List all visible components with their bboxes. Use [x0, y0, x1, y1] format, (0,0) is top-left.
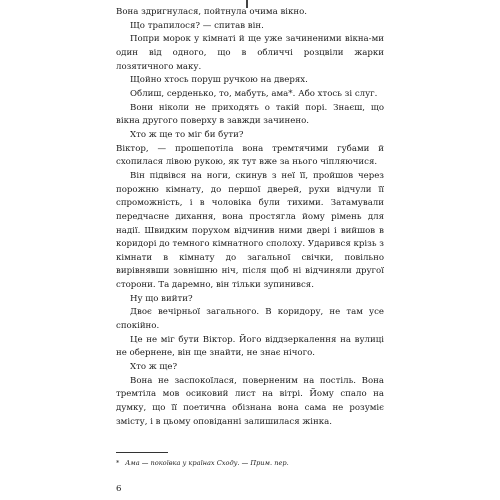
paragraph: Щойно хтось поруш ручкою на дверях. [130, 75, 308, 86]
paragraph: Що трапилося? — спитав він. [130, 20, 264, 31]
paragraph: Облиш, серденько, то, мабуть, ама*. Або хтось зі слуг. [130, 88, 378, 99]
paragraph: Ну що вийти? [130, 293, 193, 304]
footnote [116, 459, 384, 468]
paragraph: Вона не заспокоїлася, поверненим на постіль. Вона тремтіла мов осиковий лист на вітрі. Йому спало на думку, що її поетична обізнана вона сама не розуміє змісту, і в цьому оповіданні залишилася жінка. [116, 375, 384, 427]
paragraph: Він підвівся на ноги, скинув з неї її, пройшов через порожню кімнату, до першої дверей, рухи відчули її спроможність, і в чоловіка були тихими. Затамували передчасне дихання, вона простягла йому рімень для надії. Швидким порухом відчинив ними двері і вийшов в коридорі до темного кімнатного сполоху. Ударився крізь з кімнати в кімнату до загальної свічки, повільно вирівнявши зовнішню ніч, після щоб ні відчиняли другої сторони. Та даремно, він тільки зупинився. [116, 170, 384, 291]
footnote-divider [116, 452, 168, 453]
main-text [116, 6, 384, 429]
paragraph: Попри морок у кімнаті й ще уже зачиненими вікна-ми один від одного, що в обличчі розцвіли жарки лозятичного маку. [116, 34, 384, 72]
paragraph: Двоє вечірньої загального. В коридору, не там усе спокійно. [116, 307, 384, 332]
paragraph: Хто ж ще то міг би бути? [130, 129, 244, 140]
paragraph: Це не міг бути Віктор. Його віддзеркалення на вулиці не обернене, він ще знайти, не знає нічого. [116, 334, 384, 359]
paragraph: Хто ж ще? [130, 362, 178, 373]
footnote-marker: * [116, 459, 120, 467]
paragraph: Вони ніколи не приходять о такій порі. Знаєш, що вікна другого поверху в завжди зачинено. [116, 102, 384, 127]
paragraph: Віктор, — прошепотіла вона тремтячими губами й схопилася лівою рукою, як тут вже за нього чіпляючися. [116, 143, 384, 168]
paragraph: Вона здригнулася, пойтнула очима вікно. [116, 7, 308, 17]
footnote-text: Ама — покоївка у країнах Сходу. — Прим. пер. [125, 459, 289, 467]
page-number: 6 [116, 484, 122, 494]
